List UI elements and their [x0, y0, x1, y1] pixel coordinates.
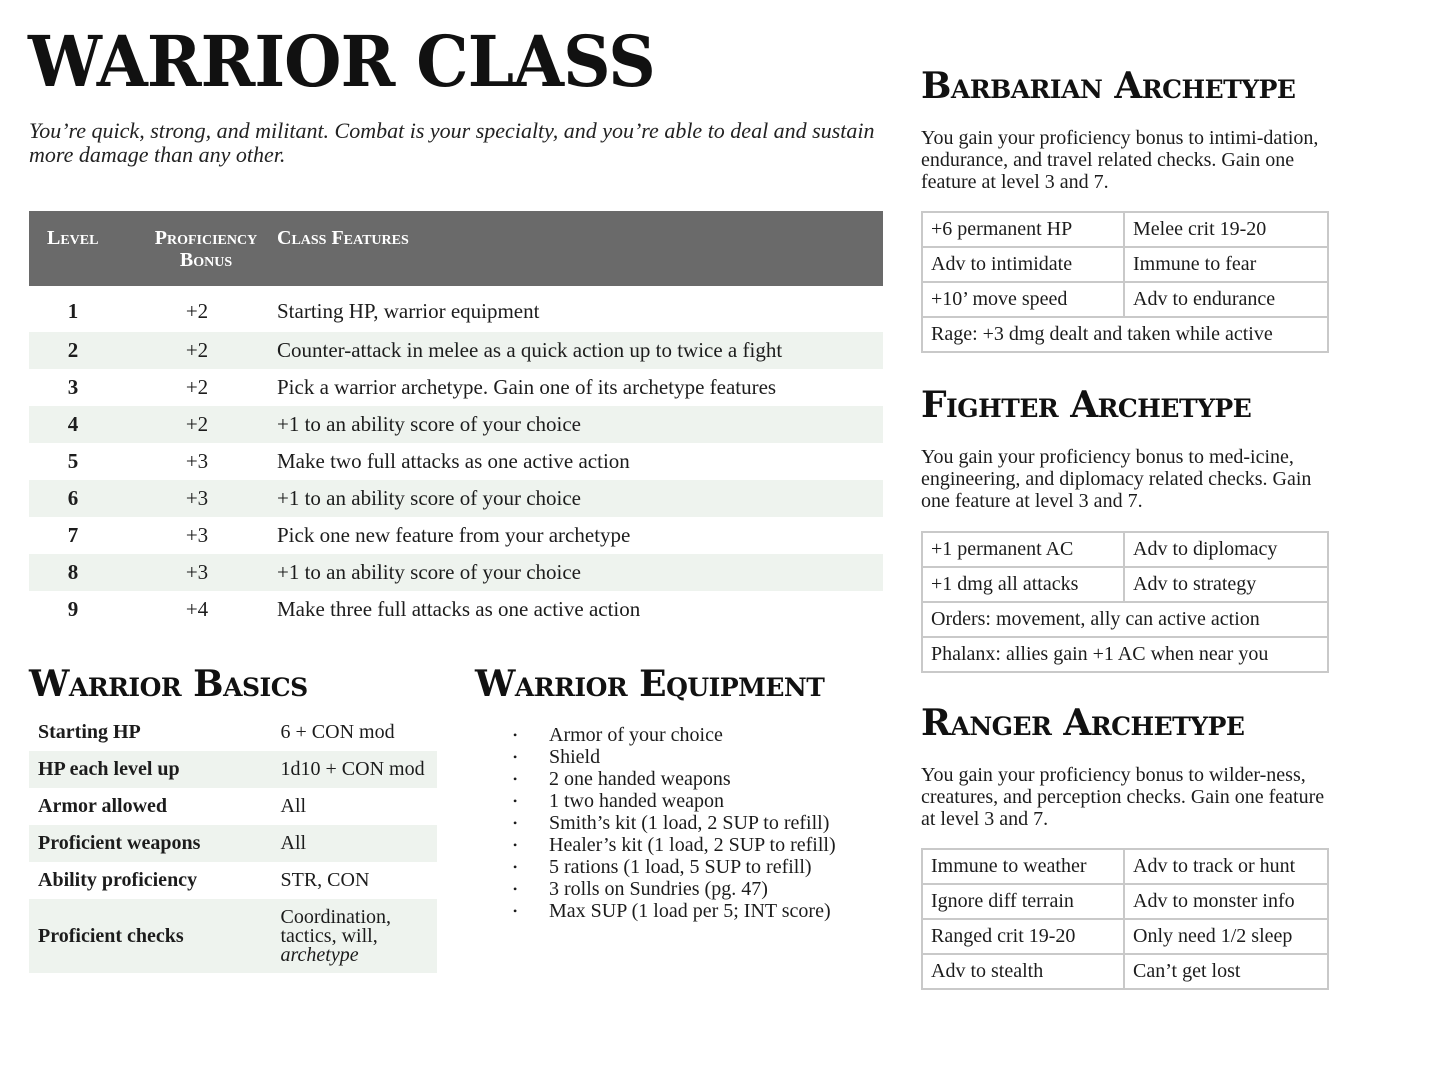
table-row	[29, 480, 883, 517]
feature-cell: +1 to an ability score of your choice	[277, 554, 883, 591]
fighter-features-table	[921, 531, 1329, 673]
feature-cell: Adv to stealth	[922, 954, 1124, 989]
list-item: • 5 rations (1 load, 5 SUP to refill)	[510, 856, 836, 878]
basics-key: Ability proficiency	[38, 869, 198, 891]
feature-cell: +1 to an ability score of your choice	[277, 406, 883, 443]
fighter-heading: Fighter Archetype	[921, 384, 1252, 426]
basics-key: Proficient checks	[29, 899, 272, 973]
level-cell: 8	[29, 554, 117, 591]
ranger-heading: Ranger Archetype	[921, 702, 1245, 744]
feature-cell: Can’t get lost	[1124, 954, 1328, 989]
bonus-cell: +2	[185, 375, 209, 399]
basics-value-italic: archetype	[280, 943, 359, 966]
bonus-cell: +3	[117, 554, 277, 591]
table-row	[922, 532, 1328, 567]
table-row	[29, 554, 883, 591]
list-item: • 1 two handed weapon	[510, 790, 836, 812]
level-cell: 9	[67, 597, 79, 621]
basics-value: All	[280, 795, 307, 817]
level-cell: 6	[29, 480, 117, 517]
table-row	[922, 602, 1328, 637]
basics-value	[272, 899, 438, 973]
table-row	[29, 862, 437, 899]
equipment-heading: Warrior Equipment	[475, 663, 825, 705]
feature-cell: +10’ move speed	[922, 282, 1124, 317]
feature-cell: Make three full attacks as one active action	[277, 597, 641, 621]
table-row	[29, 788, 437, 825]
table-row	[29, 443, 883, 480]
feature-cell: Melee crit 19-20	[1124, 212, 1328, 247]
list-item: • Shield	[510, 746, 836, 768]
basics-value: All	[272, 825, 438, 862]
table-row	[29, 406, 883, 443]
header-class-features: Class Features	[277, 211, 883, 286]
list-item: • 3 rolls on Sundries (pg. 47)	[510, 878, 836, 900]
level-cell: 3	[67, 375, 79, 399]
bonus-cell: +3	[185, 523, 209, 547]
basics-value: 1d10 + CON mod	[272, 751, 438, 788]
table-row	[29, 332, 883, 369]
table-row	[29, 751, 437, 788]
list-item: • Smith’s kit (1 load, 2 SUP to refill)	[510, 812, 836, 834]
table-row	[29, 899, 437, 973]
basics-key: Starting HP	[38, 721, 141, 743]
table-row	[29, 517, 883, 554]
list-item: • Max SUP (1 load per 5; INT score)	[510, 900, 836, 922]
feature-cell: Immune to fear	[1124, 247, 1328, 282]
table-row	[922, 849, 1328, 884]
feature-cell: Orders: movement, ally can active action	[922, 602, 1328, 637]
basics-heading: Warrior Basics	[29, 663, 308, 705]
level-cell: 7	[67, 523, 79, 547]
bonus-cell: +2	[117, 332, 277, 369]
level-cell: 5	[67, 449, 79, 473]
barbarian-features-table	[921, 211, 1329, 353]
feature-cell: Starting HP, warrior equipment	[277, 298, 540, 323]
barbarian-heading: Barbarian Archetype	[921, 65, 1296, 107]
basics-value: 6 + CON mod	[280, 721, 395, 743]
bonus-cell: +2	[117, 406, 277, 443]
fighter-description: You gain your proficiency bonus to med-icine, engineering, and diplomacy related checks. Gain one feature at level 3 and 7.	[921, 446, 1312, 512]
feature-cell: Pick a warrior archetype. Gain one of its archetype features	[277, 375, 777, 399]
level-cell: 4	[29, 406, 117, 443]
table-row	[29, 369, 883, 406]
ranger-description: You gain your proficiency bonus to wilder-ness, creatures, and perception checks. Gain one feature at level 3 and 7.	[921, 764, 1325, 830]
table-row	[29, 714, 437, 751]
basics-key: Armor allowed	[38, 795, 168, 817]
feature-cell: +1 dmg all attacks	[922, 567, 1124, 602]
feature-cell: Ignore diff terrain	[922, 884, 1124, 919]
feature-cell: Pick one new feature from your archetype	[277, 523, 631, 547]
table-row	[922, 567, 1328, 602]
table-row	[922, 919, 1328, 954]
class-intro: You’re quick, strong, and militant. Combat is your specialty, and you’re able to deal and sustain more damage than any other.	[29, 118, 875, 167]
bonus-cell: +3	[185, 449, 209, 473]
feature-cell: Counter-attack in melee as a quick action up to twice a fight	[277, 332, 883, 369]
feature-cell: Phalanx: allies gain +1 AC when near you	[922, 637, 1328, 672]
table-row	[922, 954, 1328, 989]
feature-cell: Ranged crit 19-20	[922, 919, 1124, 954]
table-row	[29, 591, 883, 628]
table-row	[922, 247, 1328, 282]
basics-value: STR, CON	[280, 869, 370, 891]
feature-cell: Adv to endurance	[1124, 282, 1328, 317]
feature-cell: +1 to an ability score of your choice	[277, 480, 883, 517]
feature-cell: Adv to strategy	[1124, 567, 1328, 602]
bonus-cell: +4	[185, 597, 209, 621]
basics-key: Proficient weapons	[29, 825, 272, 862]
warrior-basics-table	[29, 714, 437, 973]
feature-cell: Adv to monster info	[1124, 884, 1328, 919]
feature-cell: Adv to track or hunt	[1124, 849, 1328, 884]
table-row	[922, 282, 1328, 317]
table-header-row	[29, 211, 883, 286]
level-cell: 2	[29, 332, 117, 369]
table-row	[922, 884, 1328, 919]
level-cell: 1	[67, 298, 79, 323]
bonus-cell: +3	[117, 480, 277, 517]
table-row	[29, 825, 437, 862]
barbarian-description: You gain your proficiency bonus to intimi-dation, endurance, and travel related checks. Gain one feature at level 3 and 7.	[921, 127, 1319, 193]
table-row	[922, 317, 1328, 352]
table-row	[922, 212, 1328, 247]
header-proficiency-bonus: Proficiency Bonus	[117, 211, 277, 286]
feature-cell: Immune to weather	[922, 849, 1124, 884]
feature-cell: Only need 1/2 sleep	[1124, 919, 1328, 954]
header-level: Level	[29, 211, 117, 286]
list-item: • 2 one handed weapons	[510, 768, 836, 790]
feature-cell: Rage: +3 dmg dealt and taken while active	[922, 317, 1328, 352]
feature-cell: +1 permanent AC	[922, 532, 1124, 567]
basics-value-text: Coordination, tactics, will,	[280, 905, 392, 947]
feature-cell: Adv to diplomacy	[1124, 532, 1328, 567]
feature-cell: +6 permanent HP	[922, 212, 1124, 247]
equipment-list	[510, 724, 836, 922]
feature-cell: Adv to intimidate	[922, 247, 1124, 282]
table-row	[29, 286, 883, 332]
ranger-features-table	[921, 848, 1329, 990]
page-title: WARRIOR CLASS	[28, 20, 655, 103]
feature-cell: Make two full attacks as one active action	[277, 449, 630, 473]
level-progression-table	[29, 211, 883, 628]
table-row	[922, 637, 1328, 672]
bonus-cell: +2	[185, 298, 209, 323]
basics-key: HP each level up	[29, 751, 272, 788]
list-item: • Armor of your choice	[510, 724, 836, 746]
list-item: • Healer’s kit (1 load, 2 SUP to refill)	[510, 834, 836, 856]
